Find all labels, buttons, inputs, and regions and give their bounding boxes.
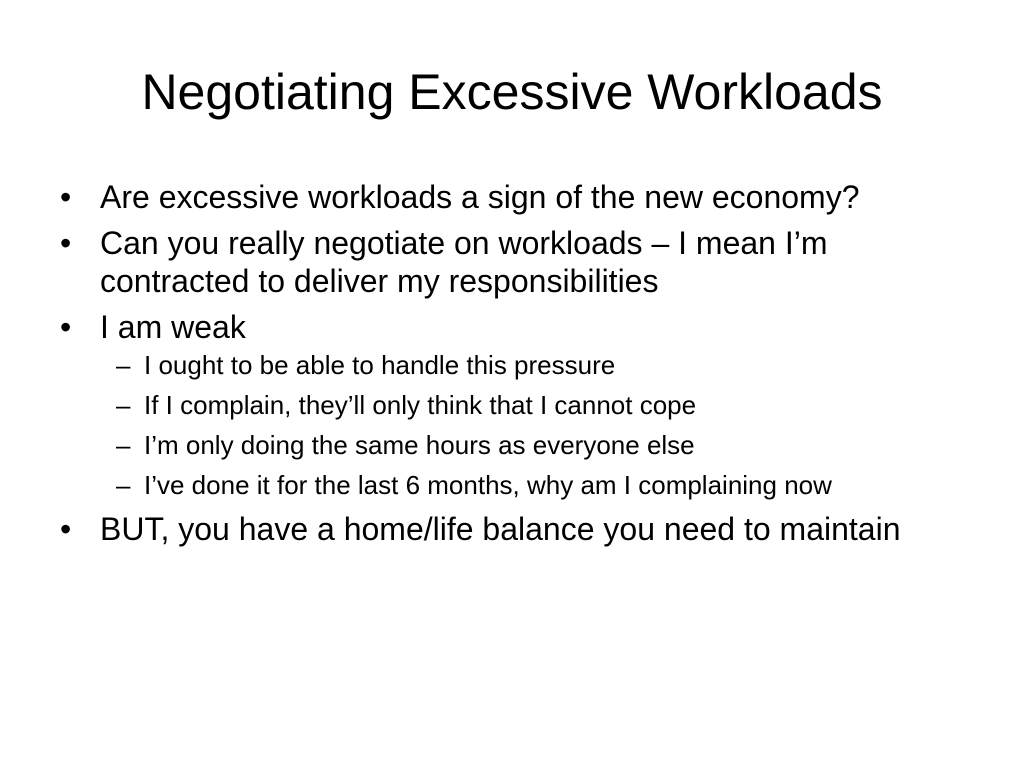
- sub-bullet-text: I’m only doing the same hours as everyone else: [144, 430, 695, 460]
- bullet-marker: •: [60, 511, 72, 547]
- sub-bullet-text: I ought to be able to handle this pressure: [144, 350, 616, 380]
- bullet-text: I am weak: [100, 309, 246, 345]
- sub-bullet-marker: –: [116, 350, 131, 380]
- sub-bullet-marker: –: [116, 390, 131, 420]
- bullet-item: [56, 178, 976, 216]
- bullet-marker: •: [60, 225, 72, 261]
- bullet-text: Can you really negotiate on workloads – I mean I’m contracted to deliver my responsibilities: [100, 225, 828, 299]
- slide-title: Negotiating Excessive Workloads: [141, 64, 883, 120]
- sub-bullet-marker: –: [116, 430, 131, 460]
- bullet-list: [56, 178, 976, 556]
- bullet-marker: •: [60, 309, 72, 345]
- sub-bullet-marker: –: [116, 470, 131, 500]
- sub-bullet-text: If I complain, they’ll only think that I cannot cope: [144, 390, 697, 420]
- bullet-item: [56, 308, 976, 500]
- sub-bullet-item: [100, 430, 976, 460]
- sub-bullet-item: [100, 350, 976, 380]
- bullet-text: BUT, you have a home/life balance you need to maintain: [100, 511, 901, 547]
- sub-bullet-text: I’ve done it for the last 6 months, why am I complaining now: [144, 470, 832, 500]
- sub-bullet-list: [100, 350, 976, 500]
- bullet-item: [56, 510, 976, 548]
- sub-bullet-item: [100, 470, 976, 500]
- bullet-text: Are excessive workloads a sign of the new economy?: [100, 179, 860, 215]
- sub-bullet-item: [100, 390, 976, 420]
- bullet-marker: •: [60, 179, 72, 215]
- bullet-item: [56, 224, 976, 300]
